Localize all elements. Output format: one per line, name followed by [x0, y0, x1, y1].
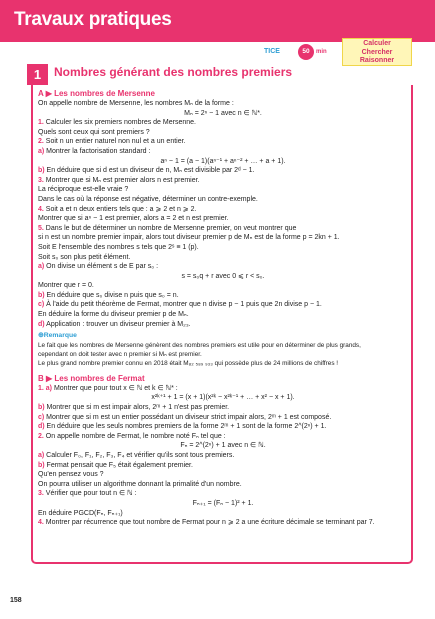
text-line: [38, 432, 408, 442]
line-text: Montrer par récurrence que tout nombre de Fermat pour n ⩾ 2 a une écriture décimale se terminant par 7.: [43, 519, 375, 527]
tice-label: TICE: [264, 48, 280, 55]
text-line: [38, 99, 408, 109]
question-number: 5.: [38, 224, 44, 232]
skill-label: Calculer: [363, 40, 391, 47]
question-number: b): [38, 404, 45, 412]
question-number: 3.: [38, 176, 44, 184]
text-line: [38, 422, 408, 432]
remark-icon: ⊕: [38, 332, 44, 340]
question-number: b): [38, 291, 45, 299]
text-line: [38, 320, 408, 330]
text-line: [38, 224, 408, 234]
text-line: [38, 243, 408, 253]
line-text: s = s₀q + r avec 0 ⩽ r < s₀.: [181, 272, 265, 280]
line-text: Montrer que si Mₙ est premier alors n est premier.: [43, 176, 200, 184]
section-b-heading: B ▶ Les nombres de Fermat: [38, 373, 145, 383]
question-number: a): [38, 452, 45, 459]
timer-unit: min: [316, 49, 327, 55]
line-text: Fermat pensait que F₅ était également premier.: [44, 461, 193, 469]
text-line: [38, 118, 408, 128]
line-text: En déduire la forme du diviseur premier p de Mₙ.: [38, 311, 189, 319]
line-text: On divise un élément s de E par s₀ :: [44, 263, 159, 271]
line-text: Montrer que pour tout x ∈ ℕ et k ∈ ℕ* :: [52, 384, 178, 392]
timer-icon: 50: [298, 44, 314, 60]
text-line: [38, 480, 408, 490]
question-number: 4.: [38, 519, 44, 527]
remark-line: cependant on doit tester avec n premier si Mₙ est premier.: [38, 350, 202, 358]
line-text: Fₙ = 2^(2ⁿ) + 1 avec n ∈ ℕ.: [180, 442, 266, 450]
text-line: [38, 310, 408, 320]
question-number: d): [38, 423, 45, 431]
exercise-title: Nombres générant des nombres premiers: [54, 65, 293, 79]
line-text: La réciproque est-elle vraie ?: [38, 186, 129, 194]
question-number: 4.: [38, 205, 44, 213]
line-text: Montrer que si aⁿ − 1 est premier, alors a = 2 et n est premier.: [38, 215, 229, 223]
question-number: a): [38, 263, 45, 271]
exercise-content: [38, 87, 408, 528]
skills-box: [342, 38, 412, 66]
text-line: [38, 291, 408, 301]
line-text: Dans le cas où la réponse est négative, déterminer un contre-exemple.: [38, 195, 258, 203]
text-line: [38, 233, 408, 243]
line-text: Dans le but de déterminer un nombre de Mersenne premier, on veut montrer que: [43, 224, 297, 232]
text-line: [38, 205, 408, 215]
line-text: En déduire que les seuls nombres premiers de la forme 2ᵐ + 1 sont de la forme 2^(2ⁿ) + 1.: [44, 423, 327, 431]
text-line: [38, 384, 408, 394]
text-line: [38, 195, 408, 205]
question-number: b): [38, 167, 45, 175]
line-text: Soit n un entier naturel non nul et a un entier.: [43, 138, 186, 146]
skill-label: Chercher: [361, 48, 393, 56]
question-number: 2.: [38, 432, 44, 440]
question-number: 1. a): [38, 384, 53, 392]
question-number: 2.: [38, 138, 44, 146]
text-line: [38, 413, 408, 423]
line-text: En déduire que si d est un diviseur de n, Mₙ est divisible par 2ᵈ − 1.: [44, 167, 255, 175]
line-text: Vérifier que pour tout n ∈ ℕ :: [43, 490, 137, 498]
line-text: On pourra utiliser un algorithme donnant la primalité d'un nombre.: [38, 480, 242, 488]
page-number: 158: [10, 597, 22, 604]
text-line: [38, 470, 408, 480]
text-line: [38, 441, 408, 451]
line-text: Calculer F₀, F₁, F₂, F₃, F₄ et vérifier qu'ils sont tous premiers.: [44, 452, 235, 459]
question-number: a): [38, 147, 45, 155]
remark-line: Le fait que les nombres de Mersenne génèrent des nombres premiers est utile pour en déterminer de plus grands,: [38, 341, 361, 349]
text-line: [38, 157, 408, 167]
text-line: [38, 489, 408, 499]
question-number: 3.: [38, 490, 44, 498]
line-text: En déduire que s₀ divise n puis que s₀ = n.: [44, 291, 179, 299]
remark-line: Le plus grand nombre premier connu en 2018 était M₈₂ ₅₈₉ ₉₃₃ qui possède plus de 24 millions de chiffres !: [38, 359, 339, 367]
remark-body: [38, 341, 408, 368]
text-line: [38, 147, 408, 157]
line-text: si n est un nombre premier impair, alors tout diviseur premier p de Mₙ est de la forme p = 2kn + 1.: [38, 234, 340, 242]
text-line: [38, 185, 408, 195]
text-line: [38, 393, 408, 403]
text-line: [38, 128, 408, 138]
text-line: [38, 499, 408, 509]
line-text: On appelle nombre de Mersenne, les nombres Mₙ de la forme :: [38, 100, 234, 107]
line-text: À l'aide du petit théorème de Fermat, montrer que n divise p − 1 puis que 2n divise p − 1.: [44, 301, 322, 309]
section-a-heading: A ▶ Les nombres de Mersenne: [38, 89, 155, 98]
text-line: [38, 262, 408, 272]
line-text: Qu'en pensez vous ?: [38, 471, 104, 479]
line-text: Soit a et n deux entiers tels que : a ⩾ 2 et n ⩾ 2.: [43, 205, 197, 213]
text-line: [38, 518, 408, 528]
question-number: b): [38, 461, 45, 469]
text-line: [38, 176, 408, 186]
line-text: Mₙ = 2ⁿ − 1 avec n ∈ ℕ*.: [184, 109, 262, 117]
text-line: [38, 109, 408, 119]
exercise-number-badge: 1: [27, 64, 48, 85]
skill-label: Raisonner: [359, 57, 395, 64]
section-b-body: [38, 384, 408, 528]
line-text: Application : trouver un diviseur premier à M₂₃.: [44, 320, 191, 328]
page-title: Travaux pratiques: [14, 9, 172, 30]
line-text: x²ᵏ⁺¹ + 1 = (x + 1)(x²ᵏ − x²ᵏ⁻¹ + … + x² − x + 1).: [151, 394, 295, 402]
text-line: [38, 214, 408, 224]
line-text: Soit E l'ensemble des nombres s tels que 2ˢ ≡ 1 (p).: [38, 243, 199, 251]
section-a-body: [38, 99, 408, 329]
line-text: Fₙ₊₁ = (Fₙ − 1)² + 1.: [192, 499, 254, 507]
line-text: Montrer que si m est impair alors, 2ᵐ + 1 n'est pas premier.: [44, 404, 230, 412]
remark-label-text: Remarque: [43, 332, 77, 340]
line-text: Montrer que si m est un entier possédant un diviseur strict impair alors, 2ᵐ + 1 est composé.: [44, 413, 332, 421]
text-line: [38, 300, 408, 310]
text-line: [38, 451, 408, 461]
line-text: Quels sont ceux qui sont premiers ?: [38, 128, 150, 136]
text-line: [38, 509, 408, 519]
line-text: Calculer les six premiers nombres de Mersenne.: [43, 119, 196, 127]
text-line: [38, 253, 408, 263]
text-line: [38, 461, 408, 471]
text-line: [38, 403, 408, 413]
line-text: Soit s₀ son plus petit élément.: [38, 253, 131, 261]
text-line: [38, 281, 408, 291]
question-number: c): [38, 301, 45, 309]
remark-label: [38, 331, 408, 341]
line-text: Montrer la factorisation standard :: [44, 147, 151, 155]
line-text: aⁿ − 1 = (a − 1)(aⁿ⁻¹ + aⁿ⁻² + … + a + 1).: [160, 157, 286, 165]
line-text: Montrer que r = 0.: [38, 282, 94, 290]
question-number: c): [38, 413, 45, 421]
line-text: En déduire PGCD(Fₙ, Fₙ₊₁): [38, 509, 123, 517]
question-number: 1.: [38, 119, 44, 127]
line-text: On appelle nombre de Fermat, le nombre noté Fₙ tel que :: [43, 432, 226, 440]
text-line: [38, 166, 408, 176]
question-number: d): [38, 320, 45, 328]
text-line: [38, 272, 408, 282]
text-line: [38, 137, 408, 147]
